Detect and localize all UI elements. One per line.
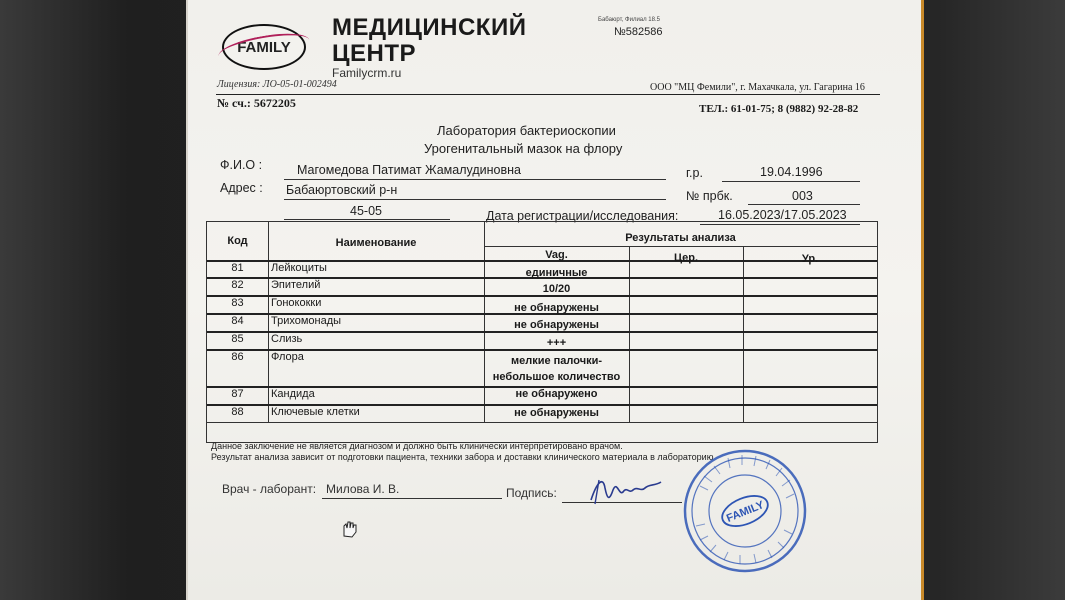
- logo-text: FAMILY: [237, 38, 291, 56]
- row-code: 83: [231, 297, 244, 309]
- sample-number: 003: [792, 189, 813, 203]
- account-number: № сч.: 5672205: [217, 96, 296, 110]
- row-vag: +++: [546, 337, 567, 349]
- branch-note: Бабаюрт, Филиал 18.5: [598, 17, 660, 23]
- organization-address: ООО "МЦ Фемили", г. Махачкала, ул. Гагарина 16: [650, 82, 865, 93]
- test-name: Урогенитальный мазок на флору: [424, 141, 623, 156]
- stamp-text: FAMILY: [724, 498, 766, 525]
- dob-underline: [722, 181, 860, 182]
- doctor-underline: [322, 498, 502, 499]
- address-label: Адрес :: [220, 181, 263, 195]
- license: Лицензия: ЛО-05-01-002494: [217, 79, 337, 90]
- patient-fio: Магомедова Патимат Жамалудиновна: [297, 163, 521, 177]
- row-vag: не обнаружены: [514, 319, 599, 331]
- row-code: 87: [231, 388, 244, 400]
- fio-label: Ф.И.О :: [220, 158, 263, 172]
- lab-name: Лаборатория бактериоскопии: [437, 123, 616, 138]
- row-code: 81: [231, 262, 244, 274]
- row-name: Флора: [271, 351, 304, 363]
- row-code: 82: [231, 279, 244, 291]
- sample-underline: [748, 204, 860, 205]
- header-vag: Vag.: [545, 249, 568, 261]
- dob-label: г.р.: [686, 166, 703, 180]
- hand-cursor-icon: [338, 516, 360, 538]
- row-code: 88: [231, 406, 244, 418]
- family-logo: [222, 24, 306, 70]
- row-vag: не обнаружено: [515, 388, 598, 400]
- center-title-line2: ЦЕНТР: [332, 40, 417, 67]
- row-vag: не обнаружены: [514, 407, 599, 419]
- header-results: Результаты анализа: [625, 232, 736, 244]
- document-number: №582586: [614, 26, 663, 38]
- signature-label: Подпись:: [506, 486, 557, 500]
- header-name: Наименование: [335, 237, 417, 249]
- row-name: Гонококки: [271, 297, 322, 309]
- fio-underline: [284, 179, 666, 180]
- row-vag: единичные: [525, 267, 588, 279]
- row-name: Трихомонады: [271, 315, 342, 327]
- phone-numbers: ТЕЛ.: 61-01-75; 8 (9882) 92-28-82: [699, 103, 859, 115]
- date-label: Дата регистрации/исследования:: [486, 209, 679, 223]
- doctor-name: Милова И. В.: [326, 482, 400, 496]
- row-code: 84: [231, 315, 244, 327]
- row-vag: 10/20: [542, 283, 571, 295]
- region-code: 45-05: [350, 204, 382, 218]
- header-divider: [216, 94, 880, 95]
- row-vag: не обнаружены: [514, 302, 599, 314]
- clinic-stamp: [680, 446, 810, 576]
- row-vag-line2: небольшое количество: [492, 371, 621, 383]
- disclaimer-1: Данное заключение не является диагнозом и должно быть клинически интерпретировано врачом.: [211, 441, 623, 451]
- sample-label: № прбк.: [686, 189, 733, 203]
- row-name: Слизь: [271, 333, 303, 345]
- row-vag: мелкие палочки-: [510, 355, 603, 367]
- patient-address: Бабаюртовский р-н: [286, 183, 398, 197]
- website: Familycrm.ru: [332, 66, 402, 80]
- signature-mark: [585, 472, 665, 508]
- row-code: 85: [231, 333, 244, 345]
- row-name: Кандида: [271, 388, 315, 400]
- row-name: Ключевые клетки: [271, 406, 360, 418]
- disclaimer-2: Результат анализа зависит от подготовки пациента, техники забора и доставки клинического материала в лабораторию: [211, 452, 714, 462]
- address-underline: [284, 199, 666, 200]
- doctor-label: Врач - лаборант:: [222, 482, 317, 496]
- row-name: Лейкоциты: [271, 262, 327, 274]
- row-code: 86: [231, 351, 244, 363]
- patient-dob: 19.04.1996: [760, 165, 823, 179]
- center-title-line1: МЕДИЦИНСКИЙ: [332, 14, 527, 41]
- registration-date: 16.05.2023/17.05.2023: [718, 208, 847, 222]
- header-ur: Ур.: [801, 253, 819, 265]
- header-cer: Цер.: [673, 252, 699, 264]
- code-underline: [284, 219, 450, 220]
- header-code: Код: [227, 235, 248, 247]
- results-table: [206, 221, 878, 443]
- row-name: Эпителий: [271, 279, 321, 291]
